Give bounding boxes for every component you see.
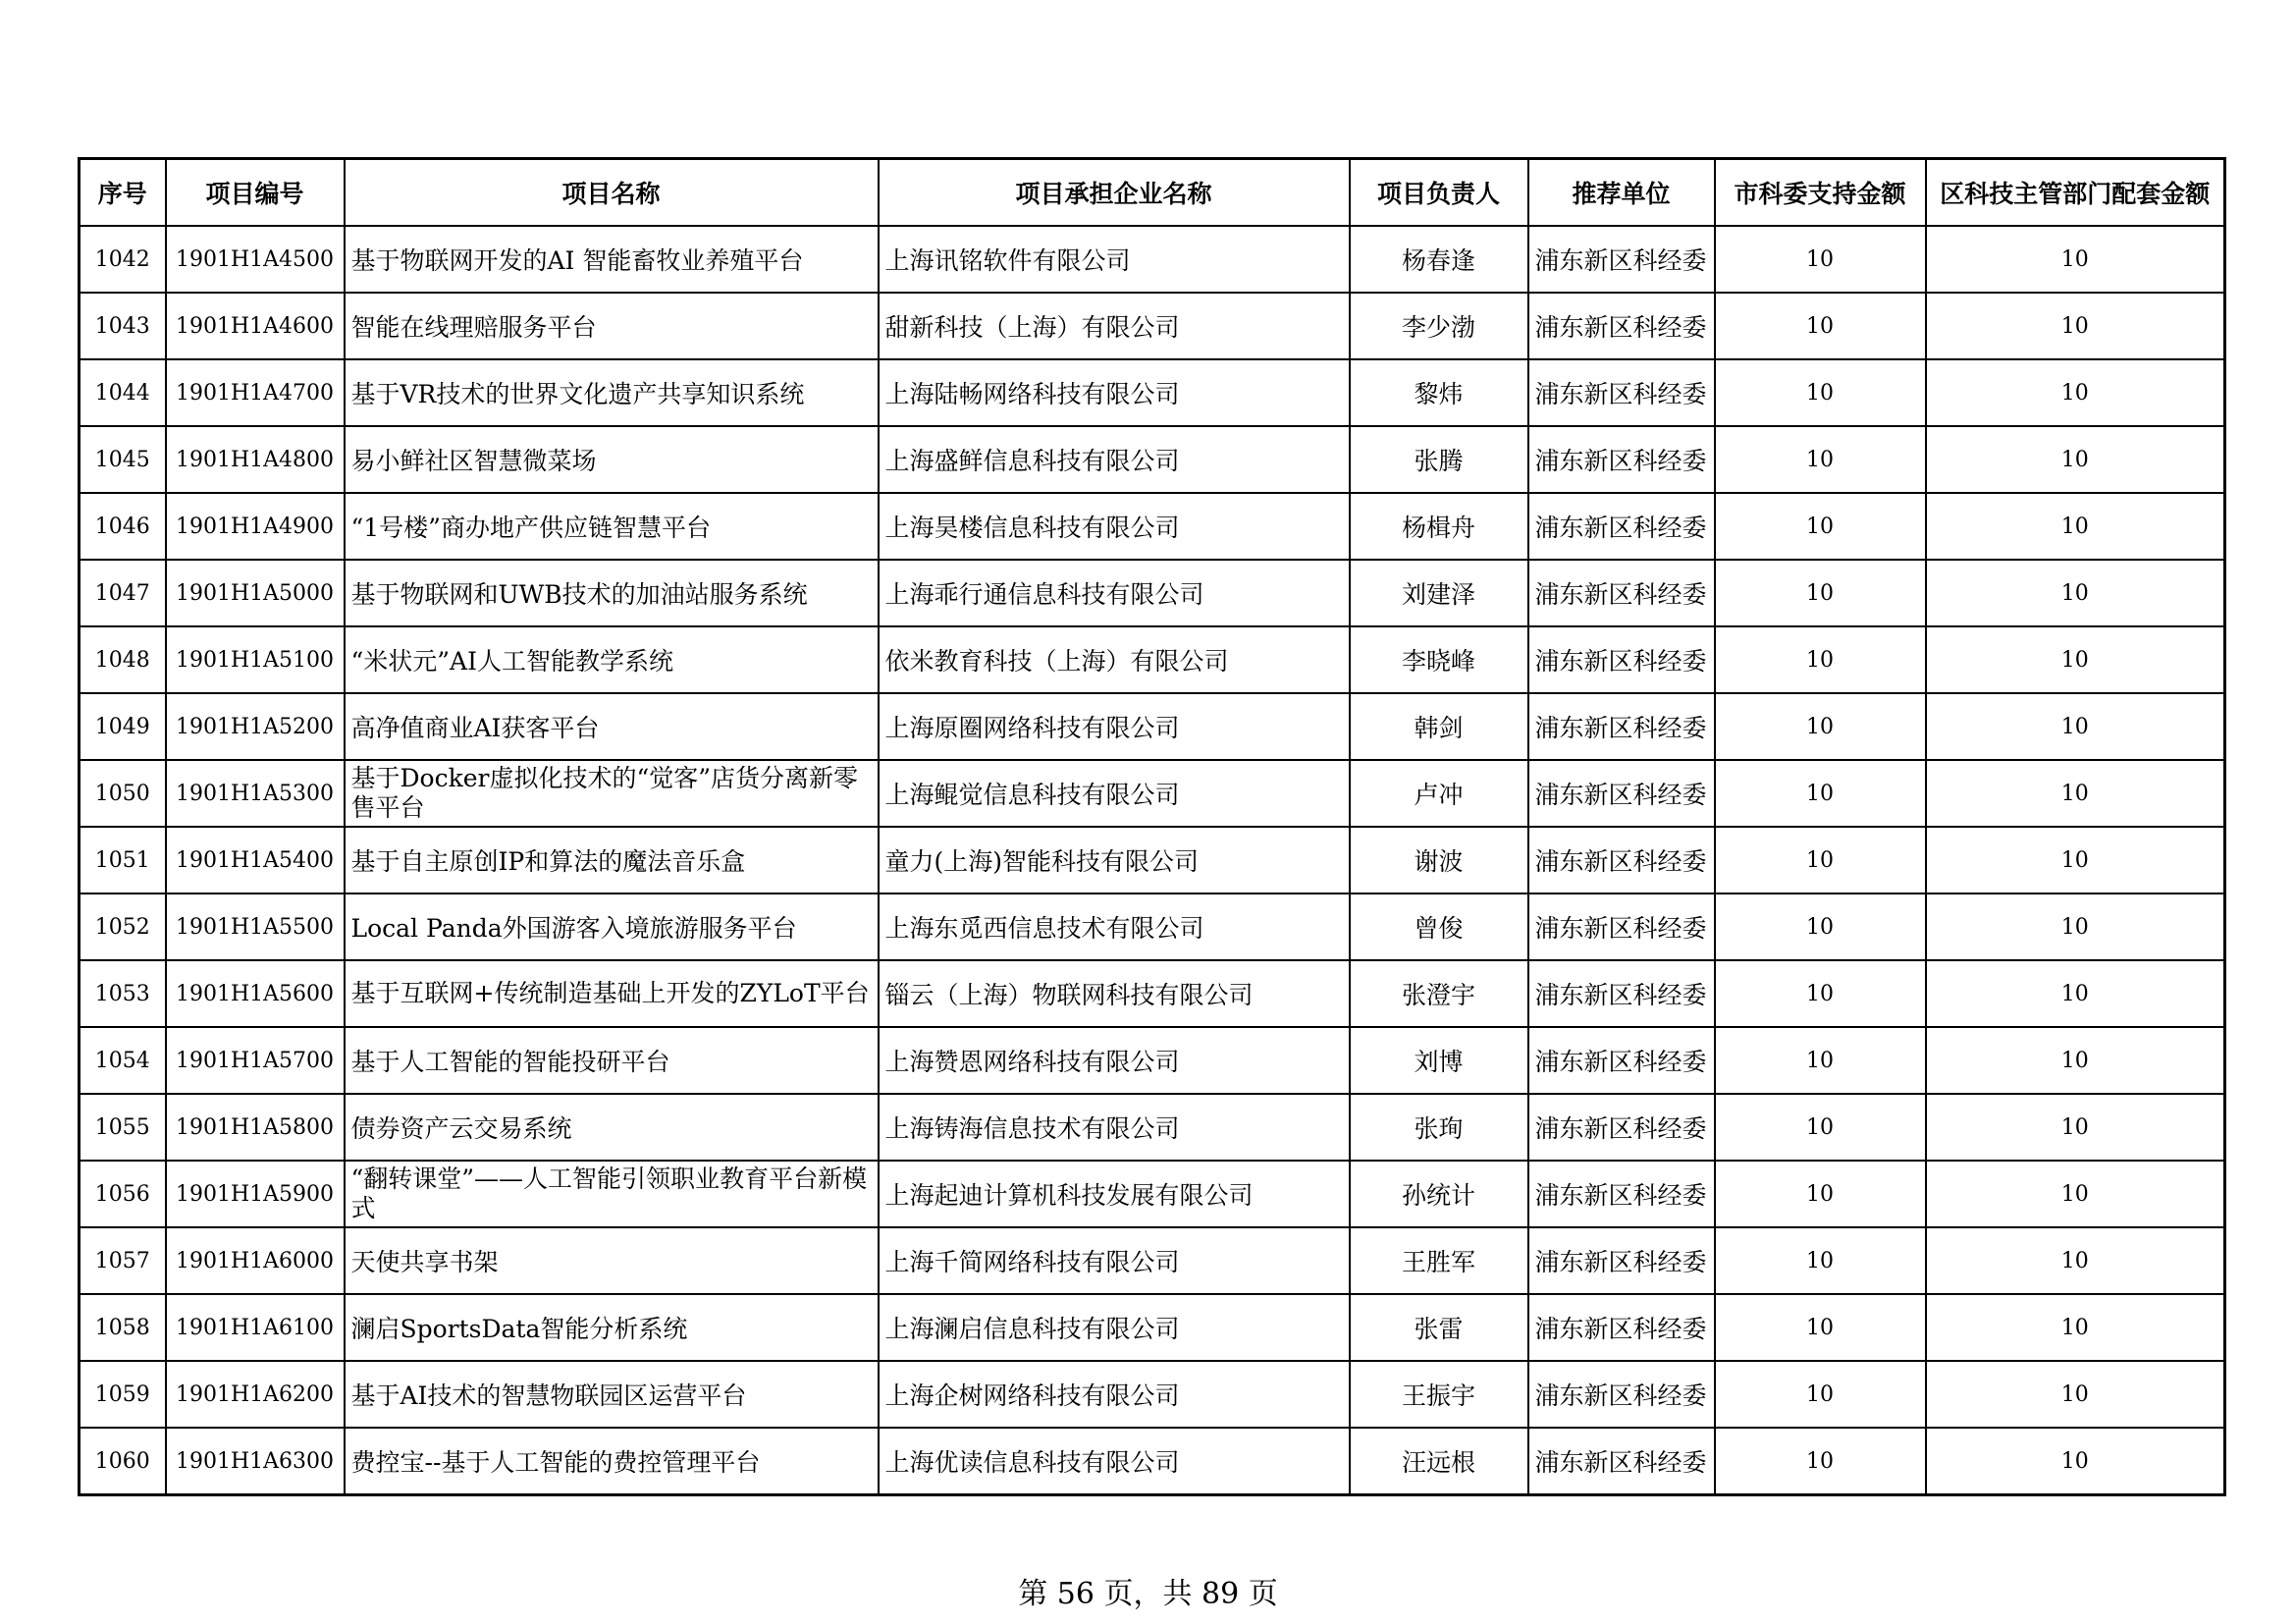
table-row — [80, 1361, 2225, 1428]
cell-project-code: 1901H1A6000 — [166, 1227, 345, 1294]
cell-project-code: 1901H1A5900 — [166, 1161, 345, 1227]
cell-leader: 黎炜 — [1350, 359, 1528, 426]
cell-project-name: 易小鲜社区智慧微菜场 — [345, 426, 879, 493]
table-body — [80, 226, 2225, 1495]
cell-serial: 1059 — [80, 1361, 166, 1428]
cell-project-name: 基于人工智能的智能投研平台 — [345, 1027, 879, 1094]
cell-project-name: “米状元”AI人工智能教学系统 — [345, 626, 879, 693]
table-row — [80, 960, 2225, 1027]
cell-recommending-unit: 浦东新区科经委 — [1528, 226, 1715, 293]
cell-city-amount: 10 — [1715, 1161, 1926, 1227]
table-row — [80, 560, 2225, 626]
cell-project-code: 1901H1A5000 — [166, 560, 345, 626]
table-row — [80, 1294, 2225, 1361]
header-cell: 市科委支持金额 — [1715, 159, 1926, 227]
cell-project-code: 1901H1A5100 — [166, 626, 345, 693]
cell-recommending-unit: 浦东新区科经委 — [1528, 1227, 1715, 1294]
cell-serial: 1051 — [80, 827, 166, 893]
cell-project-code: 1901H1A5200 — [166, 693, 345, 760]
cell-city-amount: 10 — [1715, 1428, 1926, 1495]
cell-city-amount: 10 — [1715, 560, 1926, 626]
cell-district-amount: 10 — [1926, 693, 2225, 760]
cell-city-amount: 10 — [1715, 827, 1926, 893]
cell-leader: 刘博 — [1350, 1027, 1528, 1094]
table-row — [80, 1428, 2225, 1495]
cell-recommending-unit: 浦东新区科经委 — [1528, 1027, 1715, 1094]
cell-leader: 王振宇 — [1350, 1361, 1528, 1428]
cell-district-amount: 10 — [1926, 426, 2225, 493]
cell-serial: 1055 — [80, 1094, 166, 1161]
cell-project-name: 费控宝--基于人工智能的费控管理平台 — [345, 1428, 879, 1495]
cell-recommending-unit: 浦东新区科经委 — [1528, 293, 1715, 359]
cell-recommending-unit: 浦东新区科经委 — [1528, 1161, 1715, 1227]
cell-serial: 1052 — [80, 893, 166, 960]
cell-project-name: “1号楼”商办地产供应链智慧平台 — [345, 493, 879, 560]
table-row — [80, 359, 2225, 426]
cell-project-code: 1901H1A6200 — [166, 1361, 345, 1428]
cell-leader: 刘建泽 — [1350, 560, 1528, 626]
table-row — [80, 1094, 2225, 1161]
cell-company: 依米教育科技（上海）有限公司 — [879, 626, 1350, 693]
cell-city-amount: 10 — [1715, 1094, 1926, 1161]
cell-leader: 汪远根 — [1350, 1428, 1528, 1495]
cell-city-amount: 10 — [1715, 693, 1926, 760]
cell-company: 上海讯铭软件有限公司 — [879, 226, 1350, 293]
cell-project-name: 基于AI技术的智慧物联园区运营平台 — [345, 1361, 879, 1428]
header-cell: 项目编号 — [166, 159, 345, 227]
cell-project-name: 基于自主原创IP和算法的魔法音乐盒 — [345, 827, 879, 893]
cell-company: 上海澜启信息科技有限公司 — [879, 1294, 1350, 1361]
page-number: 第 56 页，共 89 页 — [1018, 1577, 1278, 1611]
cell-leader: 杨春逢 — [1350, 226, 1528, 293]
cell-serial: 1060 — [80, 1428, 166, 1495]
cell-district-amount: 10 — [1926, 1094, 2225, 1161]
cell-recommending-unit: 浦东新区科经委 — [1528, 560, 1715, 626]
cell-serial: 1045 — [80, 426, 166, 493]
cell-serial: 1057 — [80, 1227, 166, 1294]
cell-project-name: 高净值商业AI获客平台 — [345, 693, 879, 760]
table-row — [80, 693, 2225, 760]
header-cell: 序号 — [80, 159, 166, 227]
cell-recommending-unit: 浦东新区科经委 — [1528, 827, 1715, 893]
cell-company: 上海企树网络科技有限公司 — [879, 1361, 1350, 1428]
cell-district-amount: 10 — [1926, 626, 2225, 693]
cell-district-amount: 10 — [1926, 1161, 2225, 1227]
cell-project-code: 1901H1A4500 — [166, 226, 345, 293]
cell-company: 上海昊楼信息科技有限公司 — [879, 493, 1350, 560]
cell-project-name: 基于VR技术的世界文化遗产共享知识系统 — [345, 359, 879, 426]
cell-leader: 杨楫舟 — [1350, 493, 1528, 560]
header-cell: 项目承担企业名称 — [879, 159, 1350, 227]
cell-district-amount: 10 — [1926, 960, 2225, 1027]
cell-city-amount: 10 — [1715, 1227, 1926, 1294]
cell-serial: 1048 — [80, 626, 166, 693]
cell-district-amount: 10 — [1926, 359, 2225, 426]
cell-project-code: 1901H1A5500 — [166, 893, 345, 960]
cell-project-code: 1901H1A5800 — [166, 1094, 345, 1161]
cell-project-name: 天使共享书架 — [345, 1227, 879, 1294]
project-table — [78, 157, 2226, 1496]
cell-recommending-unit: 浦东新区科经委 — [1528, 960, 1715, 1027]
cell-recommending-unit: 浦东新区科经委 — [1528, 760, 1715, 827]
cell-leader: 张珣 — [1350, 1094, 1528, 1161]
cell-district-amount: 10 — [1926, 226, 2225, 293]
table-row — [80, 226, 2225, 293]
cell-project-name: 基于互联网+传统制造基础上开发的ZYLoT平台 — [345, 960, 879, 1027]
table-row — [80, 893, 2225, 960]
table-row — [80, 293, 2225, 359]
cell-serial: 1042 — [80, 226, 166, 293]
table-row — [80, 493, 2225, 560]
cell-leader: 韩剑 — [1350, 693, 1528, 760]
cell-project-name: “翻转课堂”——人工智能引领职业教育平台新模式 — [345, 1161, 879, 1227]
cell-project-code: 1901H1A6100 — [166, 1294, 345, 1361]
cell-city-amount: 10 — [1715, 893, 1926, 960]
cell-project-code: 1901H1A6300 — [166, 1428, 345, 1495]
cell-project-code: 1901H1A4700 — [166, 359, 345, 426]
cell-company: 童力(上海)智能科技有限公司 — [879, 827, 1350, 893]
cell-company: 锱云（上海）物联网科技有限公司 — [879, 960, 1350, 1027]
cell-company: 上海铸海信息技术有限公司 — [879, 1094, 1350, 1161]
cell-project-name: 基于物联网开发的AI 智能畜牧业养殖平台 — [345, 226, 879, 293]
cell-project-code: 1901H1A5300 — [166, 760, 345, 827]
cell-city-amount: 10 — [1715, 626, 1926, 693]
table-row — [80, 626, 2225, 693]
cell-district-amount: 10 — [1926, 1027, 2225, 1094]
cell-recommending-unit: 浦东新区科经委 — [1528, 426, 1715, 493]
cell-serial: 1054 — [80, 1027, 166, 1094]
header-cell: 项目名称 — [345, 159, 879, 227]
cell-project-code: 1901H1A5700 — [166, 1027, 345, 1094]
cell-leader: 李晓峰 — [1350, 626, 1528, 693]
cell-city-amount: 10 — [1715, 226, 1926, 293]
cell-city-amount: 10 — [1715, 359, 1926, 426]
table-row — [80, 827, 2225, 893]
cell-company: 上海起迪计算机科技发展有限公司 — [879, 1161, 1350, 1227]
table-row — [80, 1227, 2225, 1294]
table-row — [80, 1027, 2225, 1094]
cell-project-name: 基于物联网和UWB技术的加油站服务系统 — [345, 560, 879, 626]
cell-project-name: 基于Docker虚拟化技术的“觉客”店货分离新零售平台 — [345, 760, 879, 827]
cell-serial: 1056 — [80, 1161, 166, 1227]
cell-city-amount: 10 — [1715, 493, 1926, 560]
cell-city-amount: 10 — [1715, 1294, 1926, 1361]
cell-project-name: 债券资产云交易系统 — [345, 1094, 879, 1161]
cell-leader: 谢波 — [1350, 827, 1528, 893]
cell-recommending-unit: 浦东新区科经委 — [1528, 493, 1715, 560]
cell-leader: 孙统计 — [1350, 1161, 1528, 1227]
header-cell: 区科技主管部门配套金额 — [1926, 159, 2225, 227]
cell-recommending-unit: 浦东新区科经委 — [1528, 359, 1715, 426]
cell-district-amount: 10 — [1926, 493, 2225, 560]
cell-recommending-unit: 浦东新区科经委 — [1528, 626, 1715, 693]
cell-project-name: 澜启SportsData智能分析系统 — [345, 1294, 879, 1361]
cell-project-code: 1901H1A4800 — [166, 426, 345, 493]
cell-company: 上海乖行通信息科技有限公司 — [879, 560, 1350, 626]
cell-city-amount: 10 — [1715, 760, 1926, 827]
cell-serial: 1043 — [80, 293, 166, 359]
cell-serial: 1044 — [80, 359, 166, 426]
cell-project-name: Local Panda外国游客入境旅游服务平台 — [345, 893, 879, 960]
cell-district-amount: 10 — [1926, 1227, 2225, 1294]
cell-district-amount: 10 — [1926, 1361, 2225, 1428]
table-row — [80, 760, 2225, 827]
cell-recommending-unit: 浦东新区科经委 — [1528, 693, 1715, 760]
cell-leader: 张腾 — [1350, 426, 1528, 493]
table-row — [80, 1161, 2225, 1227]
header-cell: 推荐单位 — [1528, 159, 1715, 227]
cell-leader: 王胜军 — [1350, 1227, 1528, 1294]
cell-district-amount: 10 — [1926, 893, 2225, 960]
cell-leader: 张澄宇 — [1350, 960, 1528, 1027]
cell-city-amount: 10 — [1715, 1361, 1926, 1428]
cell-serial: 1058 — [80, 1294, 166, 1361]
cell-project-code: 1901H1A4900 — [166, 493, 345, 560]
cell-city-amount: 10 — [1715, 426, 1926, 493]
cell-company: 上海盛鲜信息科技有限公司 — [879, 426, 1350, 493]
cell-company: 上海优读信息科技有限公司 — [879, 1428, 1350, 1495]
cell-company: 上海陆畅网络科技有限公司 — [879, 359, 1350, 426]
cell-district-amount: 10 — [1926, 760, 2225, 827]
cell-project-name: 智能在线理赔服务平台 — [345, 293, 879, 359]
cell-district-amount: 10 — [1926, 827, 2225, 893]
cell-company: 上海东觅西信息技术有限公司 — [879, 893, 1350, 960]
cell-company: 上海千简网络科技有限公司 — [879, 1227, 1350, 1294]
cell-project-code: 1901H1A5600 — [166, 960, 345, 1027]
cell-city-amount: 10 — [1715, 1027, 1926, 1094]
cell-serial: 1049 — [80, 693, 166, 760]
cell-company: 上海鲲觉信息科技有限公司 — [879, 760, 1350, 827]
cell-company: 上海赞恩网络科技有限公司 — [879, 1027, 1350, 1094]
cell-serial: 1047 — [80, 560, 166, 626]
table-row — [80, 426, 2225, 493]
header-cell: 项目负责人 — [1350, 159, 1528, 227]
cell-district-amount: 10 — [1926, 293, 2225, 359]
cell-leader: 李少渤 — [1350, 293, 1528, 359]
cell-recommending-unit: 浦东新区科经委 — [1528, 1361, 1715, 1428]
cell-district-amount: 10 — [1926, 1428, 2225, 1495]
cell-recommending-unit: 浦东新区科经委 — [1528, 1094, 1715, 1161]
cell-project-code: 1901H1A4600 — [166, 293, 345, 359]
cell-district-amount: 10 — [1926, 560, 2225, 626]
cell-leader: 曾俊 — [1350, 893, 1528, 960]
header-row — [80, 159, 2225, 227]
cell-serial: 1046 — [80, 493, 166, 560]
cell-recommending-unit: 浦东新区科经委 — [1528, 1294, 1715, 1361]
cell-city-amount: 10 — [1715, 293, 1926, 359]
cell-company: 上海原圈网络科技有限公司 — [879, 693, 1350, 760]
cell-city-amount: 10 — [1715, 960, 1926, 1027]
cell-serial: 1050 — [80, 760, 166, 827]
cell-recommending-unit: 浦东新区科经委 — [1528, 1428, 1715, 1495]
cell-project-code: 1901H1A5400 — [166, 827, 345, 893]
cell-leader: 张雷 — [1350, 1294, 1528, 1361]
cell-district-amount: 10 — [1926, 1294, 2225, 1361]
cell-company: 甜新科技（上海）有限公司 — [879, 293, 1350, 359]
cell-serial: 1053 — [80, 960, 166, 1027]
cell-recommending-unit: 浦东新区科经委 — [1528, 893, 1715, 960]
cell-leader: 卢冲 — [1350, 760, 1528, 827]
